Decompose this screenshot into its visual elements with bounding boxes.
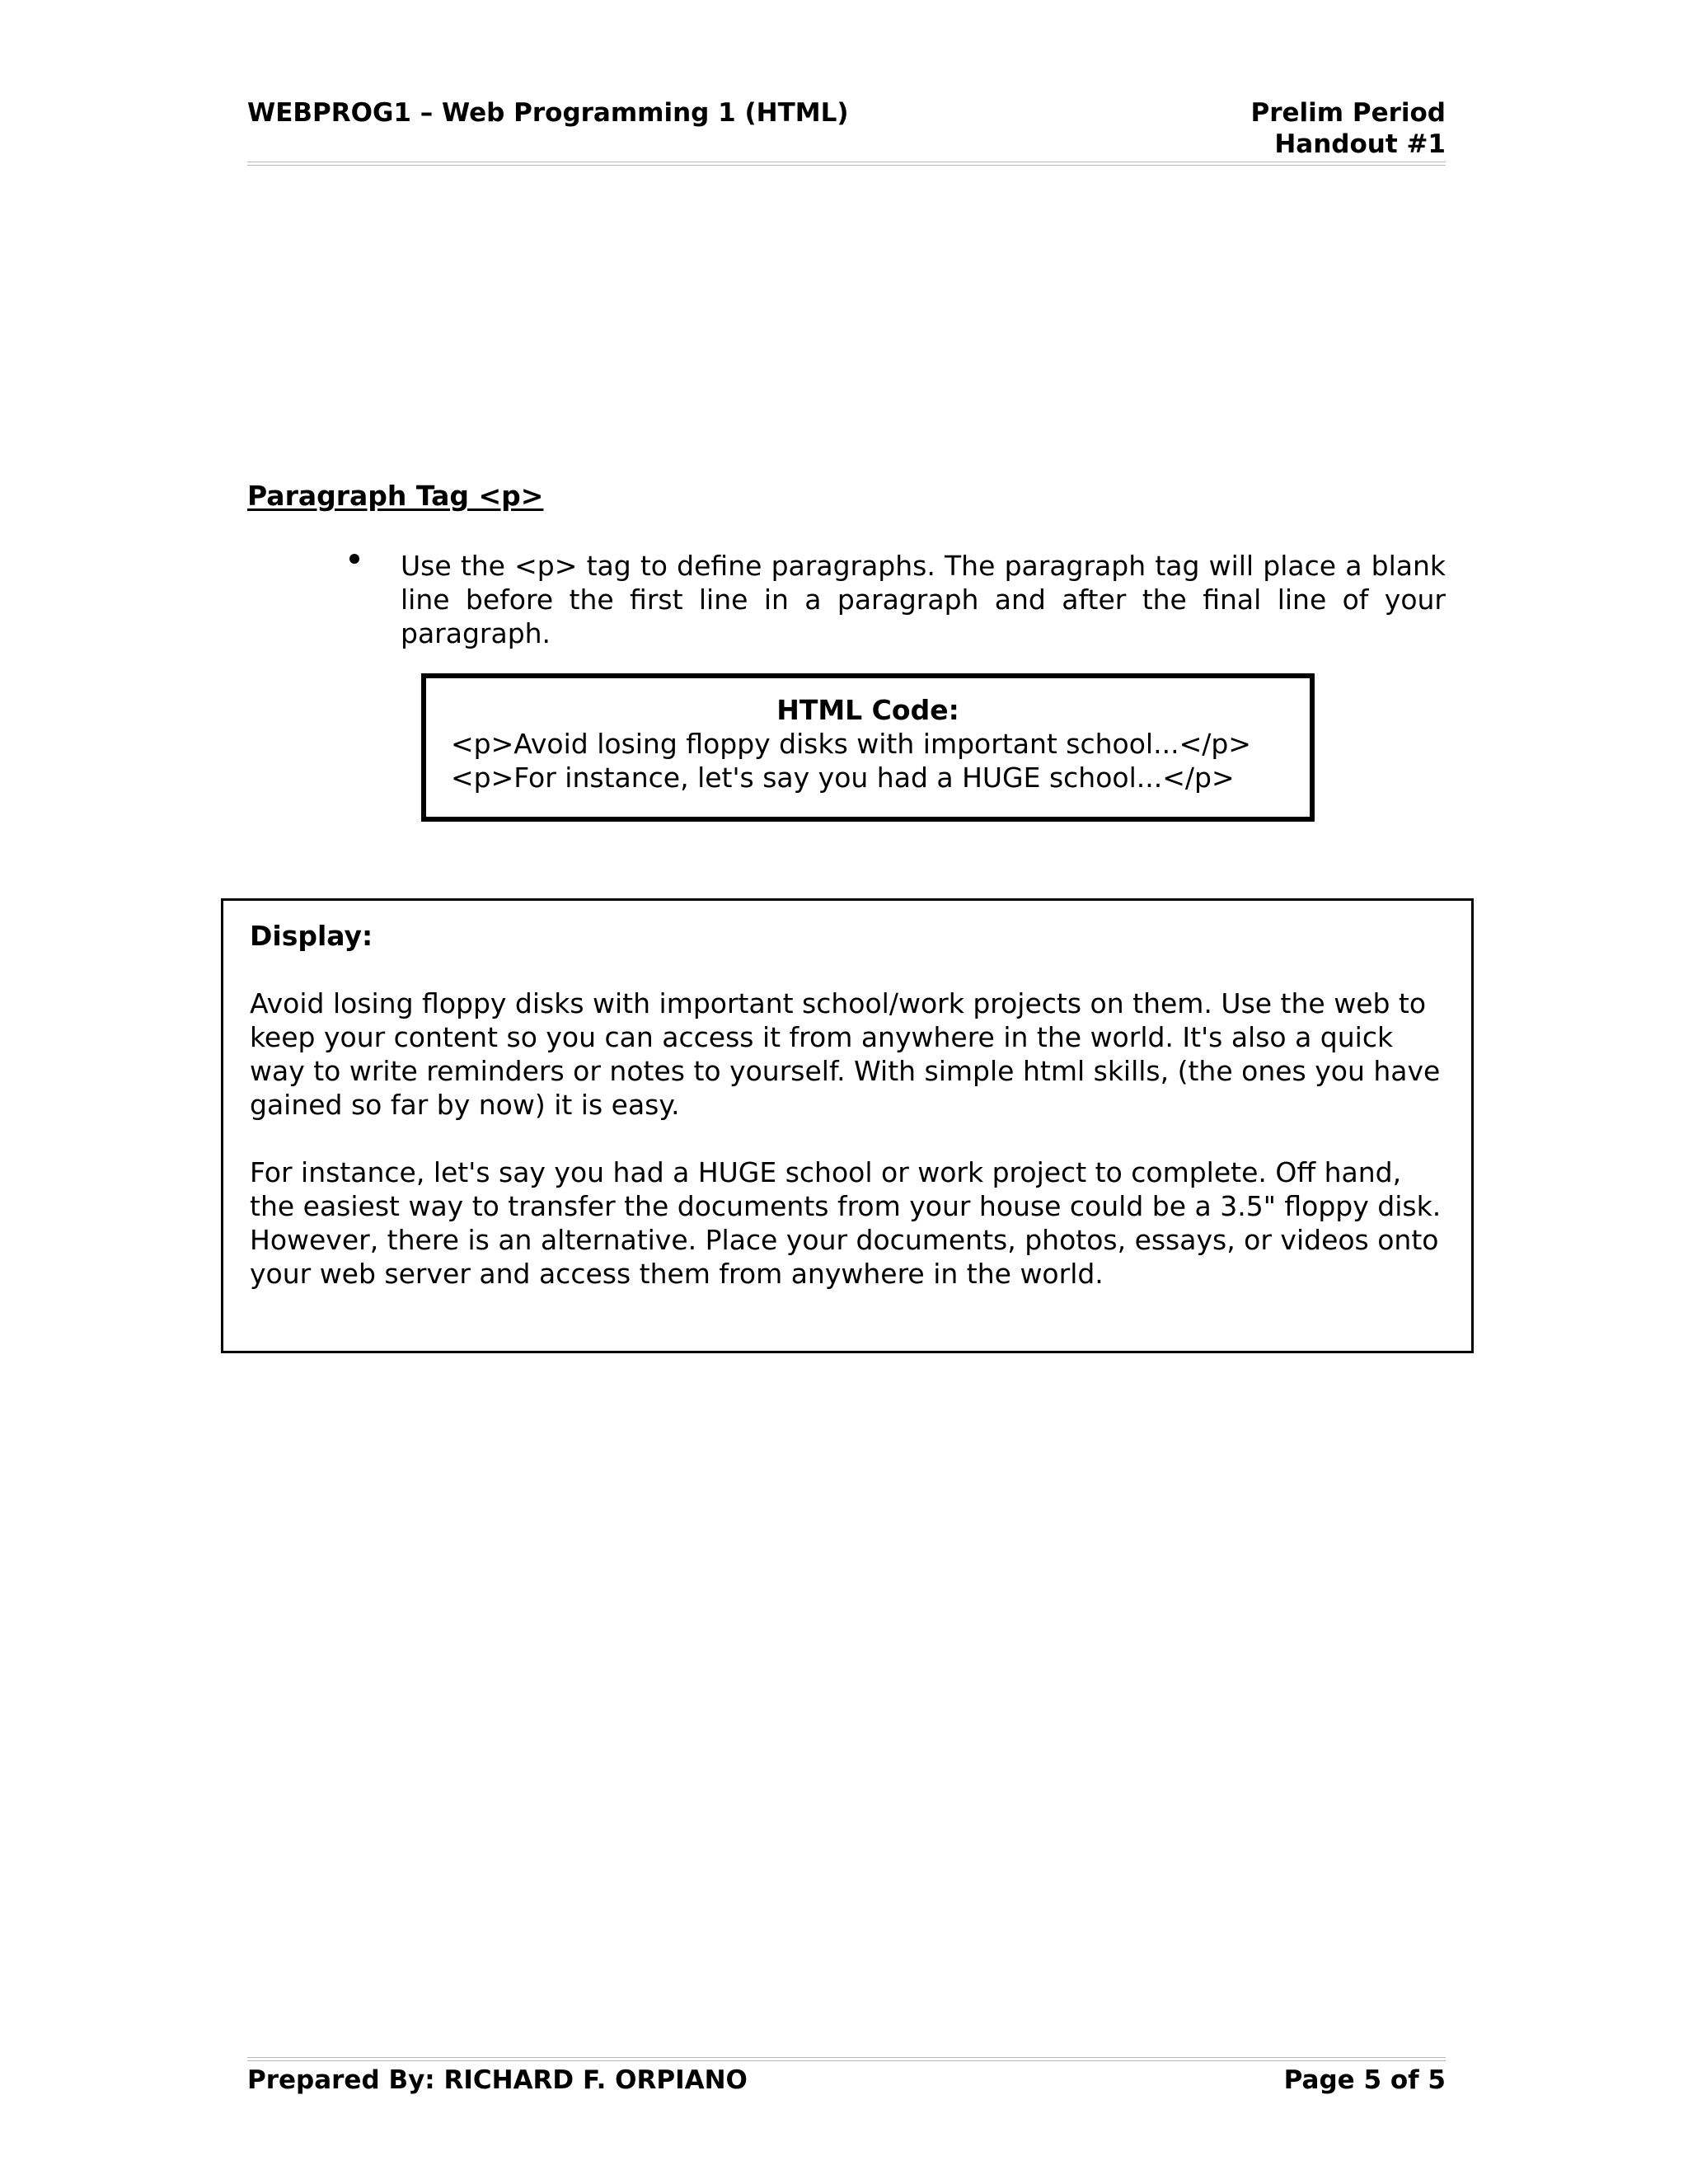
handout-label: Handout #1 — [1274, 129, 1446, 159]
section-heading: Paragraph Tag <p> — [247, 480, 544, 512]
bullet-text: Use the <p> tag to define paragraphs. The paragraph tag will place a blank line before the first line in a paragraph and after the final line of your paragraph. — [401, 550, 1446, 649]
code-box-title: HTML Code: — [776, 694, 959, 726]
footer-divider — [247, 2057, 1446, 2061]
course-title: WEBPROG1 – Web Programming 1 (HTML) — [247, 98, 849, 128]
display-paragraph: For instance, let's say you had a HUGE school or work project to complete. Off hand, the easiest way to transfer the documents from your house could be a 3.5" floppy disk. However, there is an alternative. Place your documents, photos, essays, or videos onto your web server and access them from anywhere in the world. — [250, 1156, 1442, 1290]
page-number: Page 5 of 5 — [1283, 2065, 1446, 2095]
display-box — [221, 898, 1474, 1353]
bullet-icon — [349, 554, 359, 564]
html-code-box — [421, 673, 1315, 822]
header-divider — [247, 162, 1446, 166]
code-line: <p>For instance, let's say you had a HUGE school...</p> — [451, 762, 1235, 794]
header-period-block — [1250, 97, 1446, 160]
prepared-by: Prepared By: RICHARD F. ORPIANO — [247, 2065, 748, 2095]
display-box-title: Display: — [250, 920, 373, 952]
period-label: Prelim Period — [1250, 98, 1446, 128]
display-paragraph: Avoid losing floppy disks with important school/work projects on them. Use the web to keep your content so you can access it from anywhere in the world. It's also a quick way to write reminders or notes to yourself. With simple html skills, (the ones you have gained so far by now) it is easy. — [250, 987, 1441, 1121]
code-line: <p>Avoid losing floppy disks with important school...</p> — [451, 728, 1251, 760]
